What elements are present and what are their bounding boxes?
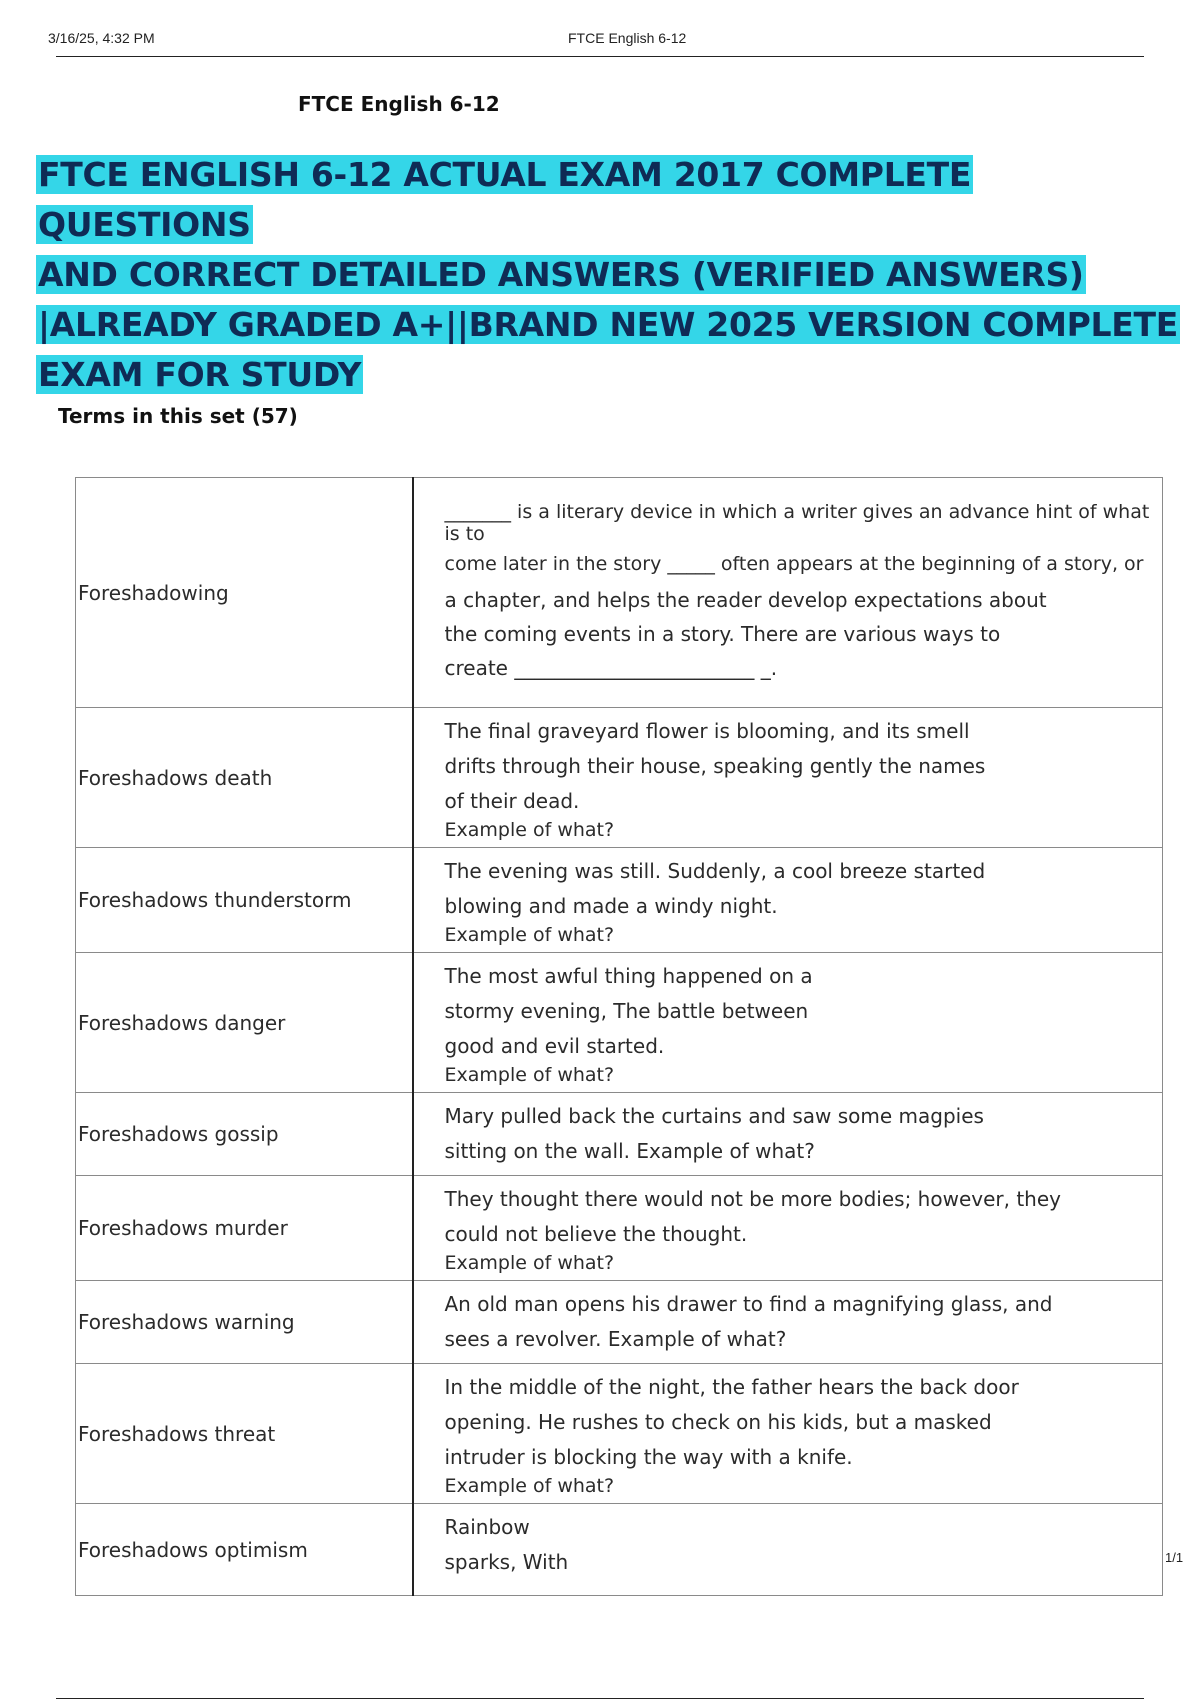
definition-cell — [413, 1504, 1163, 1596]
banner-line: |ALREADY GRADED A+||BRAND NEW 2025 VERSION COMPLETE — [38, 305, 1178, 344]
definition-line: of their dead. — [444, 789, 580, 813]
set-subject-title: FTCE English 6-12 — [298, 92, 500, 116]
definition-line: Example of what? — [444, 1252, 615, 1274]
table-row — [76, 1504, 1163, 1596]
table-row — [76, 1176, 1163, 1281]
term-cell: Foreshadows thunderstorm — [76, 848, 413, 953]
definition-line: Example of what? — [444, 1475, 615, 1497]
definition-line: sitting on the wall. Example of what? — [444, 1139, 815, 1163]
terms-count-heading: Terms in this set (57) — [58, 404, 298, 428]
term-cell: Foreshadows murder — [76, 1176, 413, 1281]
definition-line: Example of what? — [444, 924, 615, 946]
term-cell: Foreshadows threat — [76, 1364, 413, 1504]
definition-cell — [413, 1176, 1163, 1281]
term-cell: Foreshadows optimism — [76, 1504, 413, 1596]
table-row — [76, 953, 1163, 1093]
definition-line: They thought there would not be more bodies; however, they — [444, 1187, 1061, 1211]
definition-line: good and evil started. — [444, 1034, 665, 1058]
footer-divider — [56, 1698, 1144, 1699]
table-row — [76, 1364, 1163, 1504]
highlighted-exam-banner — [36, 150, 1186, 400]
term-cell: Foreshadowing — [76, 478, 413, 708]
definition-line: a chapter, and helps the reader develop expectations about — [444, 587, 1047, 612]
definition-line: Example of what? — [444, 819, 615, 841]
page-number: 1/1 — [1165, 1550, 1184, 1565]
definition-line: drifts through their house, speaking gently the names — [444, 754, 986, 778]
definition-cell — [413, 848, 1163, 953]
definition-line: blowing and made a windy night. — [444, 894, 778, 918]
table-row — [76, 848, 1163, 953]
definition-line: The most awful thing happened on a — [444, 964, 813, 988]
definition-line: In the middle of the night, the father hears the back door — [444, 1375, 1019, 1399]
term-cell: Foreshadows gossip — [76, 1093, 413, 1176]
table-row — [76, 478, 1163, 708]
banner-line: FTCE ENGLISH 6-12 ACTUAL EXAM 2017 COMPLETE QUESTIONS — [38, 155, 972, 244]
definition-line: An old man opens his drawer to find a magnifying glass, and — [444, 1292, 1053, 1316]
definition-line: Example of what? — [444, 1064, 615, 1086]
definition-line: sees a revolver. Example of what? — [444, 1327, 787, 1351]
header-divider — [56, 56, 1144, 57]
banner-line: AND CORRECT DETAILED ANSWERS (VERIFIED ANSWERS) — [38, 255, 1084, 294]
header-datetime: 3/16/25, 4:32 PM — [48, 30, 155, 46]
definition-line: sparks, With — [444, 1550, 569, 1574]
definition-line: The final graveyard flower is blooming, and its smell — [444, 719, 970, 743]
definition-cell — [413, 708, 1163, 848]
definition-line: create ________________________ _. — [444, 655, 778, 680]
definition-cell — [413, 1093, 1163, 1176]
definition-cell — [413, 478, 1163, 708]
definition-line: Rainbow — [444, 1515, 530, 1539]
definition-line: The evening was still. Suddenly, a cool breeze started — [444, 859, 986, 883]
flashcard-table — [75, 477, 1163, 1596]
definition-line: Mary pulled back the curtains and saw some magpies — [444, 1104, 984, 1128]
definition-line: opening. He rushes to check on his kids, but a masked — [444, 1410, 992, 1434]
definition-line: stormy evening, The battle between — [444, 999, 809, 1023]
table-row — [76, 1281, 1163, 1364]
definition-line: _______ is a literary device in which a writer gives an advance hint of what is to — [444, 500, 1150, 545]
term-cell: Foreshadows danger — [76, 953, 413, 1093]
definition-line: the coming events in a story. There are various ways to — [444, 621, 1001, 646]
definition-line: come later in the story _____ often appears at the beginning of a story, or — [444, 552, 1144, 575]
definition-line: intruder is blocking the way with a knife. — [444, 1445, 853, 1469]
term-cell: Foreshadows warning — [76, 1281, 413, 1364]
header-doc-title: FTCE English 6-12 — [568, 30, 687, 46]
banner-line: EXAM FOR STUDY — [38, 355, 362, 394]
definition-cell — [413, 953, 1163, 1093]
term-cell: Foreshadows death — [76, 708, 413, 848]
definition-line: could not believe the thought. — [444, 1222, 748, 1246]
table-row — [76, 708, 1163, 848]
definition-cell — [413, 1281, 1163, 1364]
table-row — [76, 1093, 1163, 1176]
definition-cell — [413, 1364, 1163, 1504]
